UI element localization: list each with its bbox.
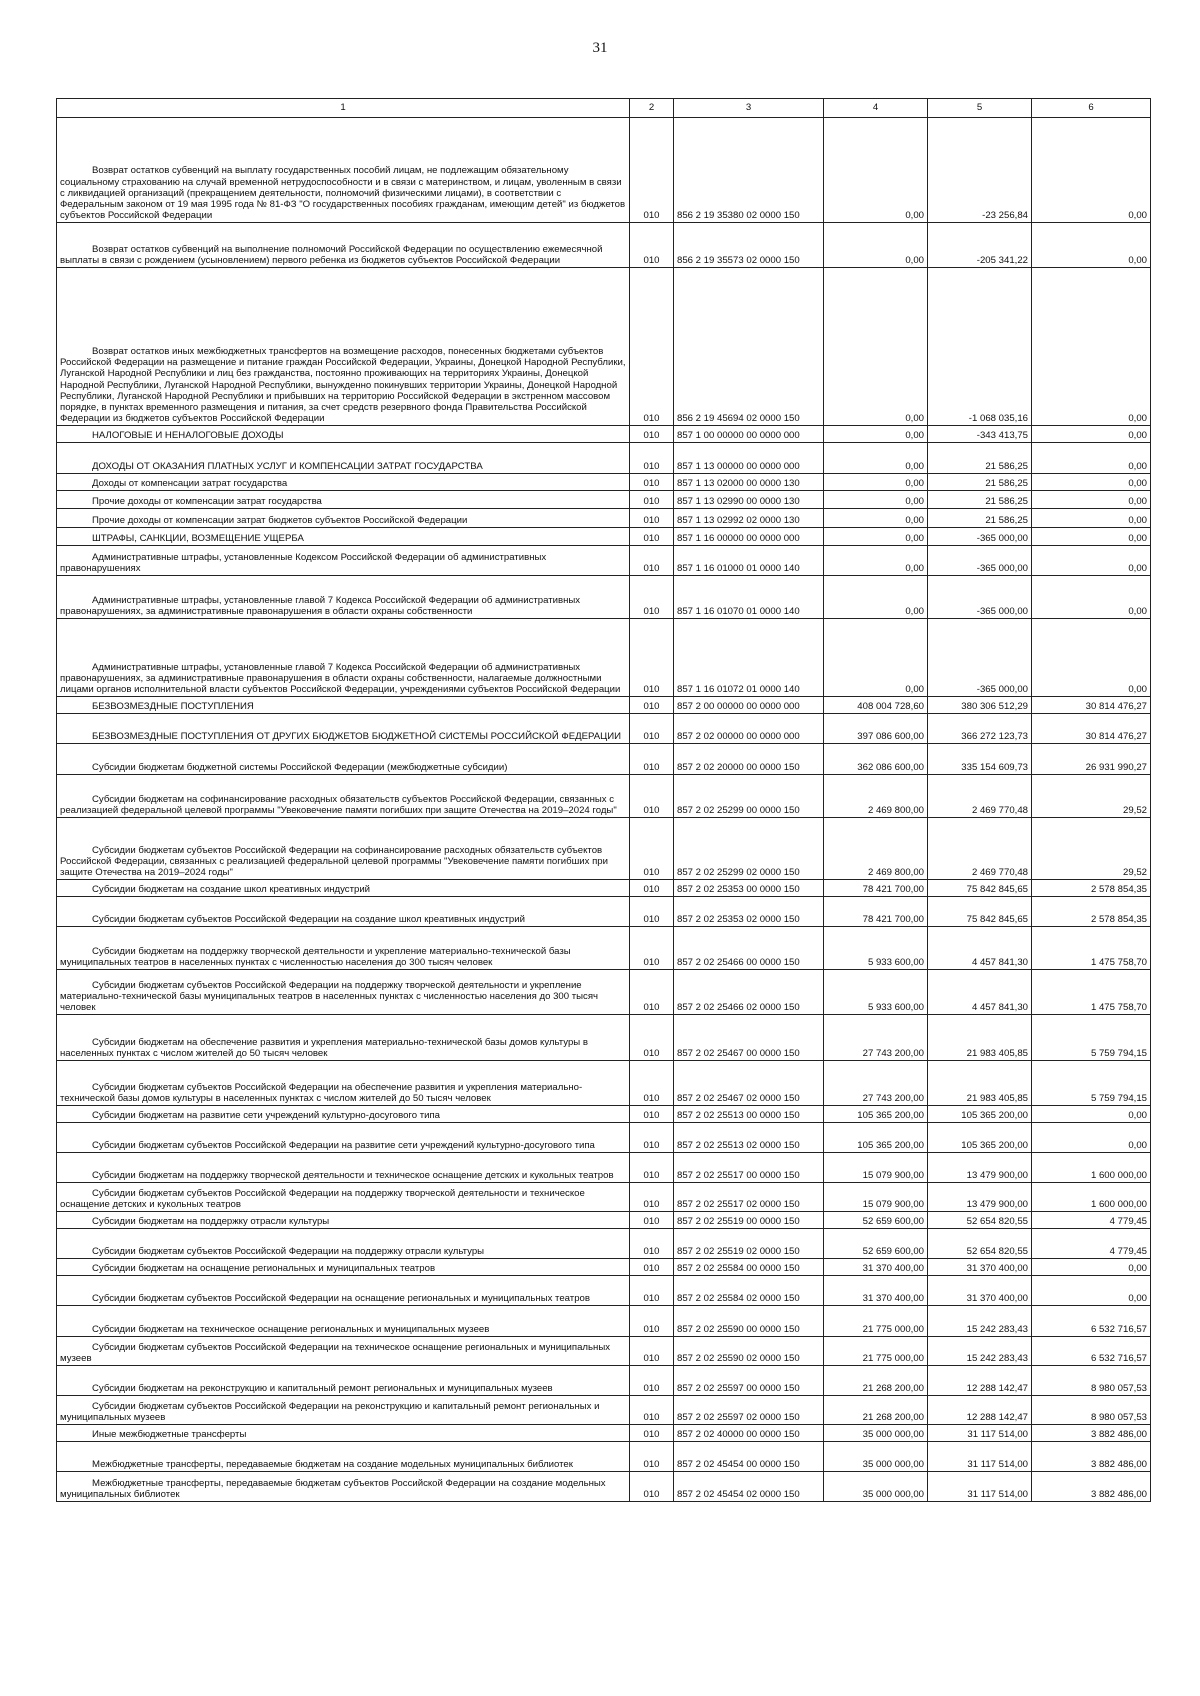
row-col5-cell: 105 365 200,00 bbox=[928, 1123, 1032, 1153]
table-row bbox=[57, 576, 1151, 619]
row-col6-cell: 1 600 000,00 bbox=[1032, 1183, 1151, 1212]
row-col6-cell: 6 532 716,57 bbox=[1032, 1306, 1151, 1337]
row-name-cell: Возврат остатков субвенций на выполнение полномочий Российской Федерации по осуществлению ежемесячной выплаты в связи с рождением (усыновлением) первого ребенка из бюджетов субъектов Российской Федерации bbox=[57, 223, 630, 268]
table-row bbox=[57, 1306, 1151, 1337]
row-code-cell: 010 bbox=[630, 1106, 674, 1123]
row-col6-cell: 30 814 476,27 bbox=[1032, 714, 1151, 744]
row-col6-cell: 3 882 486,00 bbox=[1032, 1425, 1151, 1442]
row-kbk-cell: 857 2 02 20000 00 0000 150 bbox=[674, 744, 824, 775]
row-code-cell: 010 bbox=[630, 1306, 674, 1337]
row-name-cell: Субсидии бюджетам субъектов Российской Федерации на поддержку творческой деятельности и укрепление материально-технической базы муниципальных театров в населенных пунктах с численностью населения до 300 тысяч человек bbox=[57, 970, 630, 1015]
row-col4-cell: 0,00 bbox=[824, 528, 928, 546]
row-code-cell: 010 bbox=[630, 118, 674, 223]
row-name-cell: ШТРАФЫ, САНКЦИИ, ВОЗМЕЩЕНИЕ УЩЕРБА bbox=[57, 528, 630, 546]
row-kbk-cell: 857 2 02 25590 02 0000 150 bbox=[674, 1337, 824, 1366]
table-body bbox=[57, 118, 1151, 1502]
row-kbk-cell: 857 2 02 00000 00 0000 000 bbox=[674, 714, 824, 744]
row-name-cell: Субсидии бюджетам субъектов Российской Федерации на обеспечение развития и укрепления материально-технической базы домов культуры в населенных пунктах с числом жителей до 50 тысяч человек bbox=[57, 1061, 630, 1106]
row-col6-cell: 0,00 bbox=[1032, 443, 1151, 474]
row-name-cell: Субсидии бюджетам субъектов Российской Федерации на поддержку отрасли культуры bbox=[57, 1229, 630, 1259]
row-code-cell: 010 bbox=[630, 970, 674, 1015]
row-code-cell: 010 bbox=[630, 697, 674, 714]
row-kbk-cell: 857 2 02 25353 02 0000 150 bbox=[674, 897, 824, 927]
row-kbk-cell: 857 2 02 25519 02 0000 150 bbox=[674, 1229, 824, 1259]
table-row bbox=[57, 970, 1151, 1015]
row-kbk-cell: 857 1 13 02000 00 0000 130 bbox=[674, 474, 824, 491]
row-col6-cell: 0,00 bbox=[1032, 1106, 1151, 1123]
row-col6-cell: 0,00 bbox=[1032, 619, 1151, 697]
column-header: 2 bbox=[630, 99, 674, 118]
row-code-cell: 010 bbox=[630, 1061, 674, 1106]
row-col6-cell: 2 578 854,35 bbox=[1032, 897, 1151, 927]
table-row bbox=[57, 1366, 1151, 1396]
row-col5-cell: 21 983 405,85 bbox=[928, 1015, 1032, 1061]
table-row bbox=[57, 1276, 1151, 1306]
row-col6-cell: 0,00 bbox=[1032, 576, 1151, 619]
table-row bbox=[57, 744, 1151, 775]
table-row bbox=[57, 1153, 1151, 1183]
row-col6-cell: 5 759 794,15 bbox=[1032, 1061, 1151, 1106]
row-name-cell: Субсидии бюджетам на развитие сети учреждений культурно-досугового типа bbox=[57, 1106, 630, 1123]
row-code-cell: 010 bbox=[630, 1442, 674, 1472]
row-col6-cell: 1 475 758,70 bbox=[1032, 970, 1151, 1015]
row-kbk-cell: 857 2 02 25519 00 0000 150 bbox=[674, 1212, 824, 1229]
row-col5-cell: 13 479 900,00 bbox=[928, 1183, 1032, 1212]
row-col5-cell: -343 413,75 bbox=[928, 426, 1032, 443]
column-header: 1 bbox=[57, 99, 630, 118]
table-row bbox=[57, 528, 1151, 546]
row-code-cell: 010 bbox=[630, 223, 674, 268]
column-header-row bbox=[57, 99, 1151, 118]
row-code-cell: 010 bbox=[630, 1366, 674, 1396]
row-col5-cell: 380 306 512,29 bbox=[928, 697, 1032, 714]
row-kbk-cell: 857 2 02 25590 00 0000 150 bbox=[674, 1306, 824, 1337]
row-name-cell: НАЛОГОВЫЕ И НЕНАЛОГОВЫЕ ДОХОДЫ bbox=[57, 426, 630, 443]
row-kbk-cell: 857 1 16 01070 01 0000 140 bbox=[674, 576, 824, 619]
row-kbk-cell: 857 2 02 25299 00 0000 150 bbox=[674, 775, 824, 818]
row-col4-cell: 35 000 000,00 bbox=[824, 1442, 928, 1472]
row-col4-cell: 5 933 600,00 bbox=[824, 927, 928, 970]
row-kbk-cell: 857 2 02 25584 02 0000 150 bbox=[674, 1276, 824, 1306]
row-code-cell: 010 bbox=[630, 426, 674, 443]
row-col5-cell: 31 117 514,00 bbox=[928, 1425, 1032, 1442]
row-col6-cell: 3 882 486,00 bbox=[1032, 1472, 1151, 1502]
row-name-cell: Прочие доходы от компенсации затрат государства bbox=[57, 491, 630, 509]
table-row bbox=[57, 223, 1151, 268]
row-name-cell: Субсидии бюджетам на реконструкцию и капитальный ремонт региональных и муниципальных музеев bbox=[57, 1366, 630, 1396]
row-col6-cell: 26 931 990,27 bbox=[1032, 744, 1151, 775]
row-kbk-cell: 857 2 02 25517 00 0000 150 bbox=[674, 1153, 824, 1183]
row-col4-cell: 78 421 700,00 bbox=[824, 897, 928, 927]
row-col6-cell: 6 532 716,57 bbox=[1032, 1337, 1151, 1366]
row-col5-cell: 2 469 770,48 bbox=[928, 775, 1032, 818]
table-row bbox=[57, 1015, 1151, 1061]
row-name-cell: Субсидии бюджетам бюджетной системы Российской Федерации (межбюджетные субсидии) bbox=[57, 744, 630, 775]
table-row bbox=[57, 714, 1151, 744]
row-col4-cell: 21 775 000,00 bbox=[824, 1306, 928, 1337]
row-kbk-cell: 857 2 02 25597 00 0000 150 bbox=[674, 1366, 824, 1396]
row-col6-cell: 0,00 bbox=[1032, 426, 1151, 443]
row-col5-cell: 105 365 200,00 bbox=[928, 1106, 1032, 1123]
row-col4-cell: 362 086 600,00 bbox=[824, 744, 928, 775]
row-col4-cell: 21 268 200,00 bbox=[824, 1396, 928, 1425]
row-code-cell: 010 bbox=[630, 1337, 674, 1366]
row-code-cell: 010 bbox=[630, 1229, 674, 1259]
row-col6-cell: 0,00 bbox=[1032, 509, 1151, 528]
row-kbk-cell: 857 2 02 25517 02 0000 150 bbox=[674, 1183, 824, 1212]
row-name-cell: Субсидии бюджетам на поддержку творческой деятельности и техническое оснащение детских и кукольных театров bbox=[57, 1153, 630, 1183]
row-col6-cell: 0,00 bbox=[1032, 1259, 1151, 1276]
table-row bbox=[57, 1425, 1151, 1442]
row-name-cell: Административные штрафы, установленные Кодексом Российской Федерации об административных правонарушениях bbox=[57, 546, 630, 576]
row-col5-cell: 15 242 283,43 bbox=[928, 1306, 1032, 1337]
row-col6-cell: 3 882 486,00 bbox=[1032, 1442, 1151, 1472]
row-name-cell: Субсидии бюджетам на создание школ креативных индустрий bbox=[57, 880, 630, 897]
page-number: 31 bbox=[592, 40, 608, 56]
row-code-cell: 010 bbox=[630, 1212, 674, 1229]
row-kbk-cell: 857 2 02 40000 00 0000 150 bbox=[674, 1425, 824, 1442]
row-col5-cell: 52 654 820,55 bbox=[928, 1229, 1032, 1259]
row-kbk-cell: 857 2 00 00000 00 0000 000 bbox=[674, 697, 824, 714]
row-col4-cell: 0,00 bbox=[824, 576, 928, 619]
row-col6-cell: 8 980 057,53 bbox=[1032, 1396, 1151, 1425]
table-row bbox=[57, 818, 1151, 880]
table-row bbox=[57, 1337, 1151, 1366]
table-row bbox=[57, 474, 1151, 491]
row-name-cell: Субсидии бюджетам субъектов Российской Федерации на реконструкцию и капитальный ремонт региональных и муниципальных музеев bbox=[57, 1396, 630, 1425]
row-col5-cell: 4 457 841,30 bbox=[928, 970, 1032, 1015]
row-col6-cell: 0,00 bbox=[1032, 474, 1151, 491]
row-kbk-cell: 857 2 02 45454 02 0000 150 bbox=[674, 1472, 824, 1502]
column-header: 6 bbox=[1032, 99, 1151, 118]
row-col4-cell: 0,00 bbox=[824, 268, 928, 426]
row-col4-cell: 0,00 bbox=[824, 118, 928, 223]
row-col5-cell: -365 000,00 bbox=[928, 546, 1032, 576]
row-col4-cell: 15 079 900,00 bbox=[824, 1153, 928, 1183]
row-col6-cell: 0,00 bbox=[1032, 1123, 1151, 1153]
row-kbk-cell: 856 2 19 35573 02 0000 150 bbox=[674, 223, 824, 268]
row-col4-cell: 0,00 bbox=[824, 443, 928, 474]
table-row bbox=[57, 268, 1151, 426]
row-kbk-cell: 857 2 02 25584 00 0000 150 bbox=[674, 1259, 824, 1276]
row-code-cell: 010 bbox=[630, 268, 674, 426]
row-col6-cell: 1 600 000,00 bbox=[1032, 1153, 1151, 1183]
row-name-cell: Субсидии бюджетам субъектов Российской Федерации на создание школ креативных индустрий bbox=[57, 897, 630, 927]
column-header: 3 bbox=[674, 99, 824, 118]
row-col4-cell: 105 365 200,00 bbox=[824, 1106, 928, 1123]
row-code-cell: 010 bbox=[630, 818, 674, 880]
row-name-cell: Субсидии бюджетам на софинансирование расходных обязательств субъектов Российской Федерации, связанных с реализацией федеральной целевой программы "Увековечение памяти погибших при защите Отечества на 2019–2024 годы" bbox=[57, 775, 630, 818]
row-code-cell: 010 bbox=[630, 1472, 674, 1502]
row-name-cell: Субсидии бюджетам субъектов Российской Федерации на развитие сети учреждений культурно-досугового типа bbox=[57, 1123, 630, 1153]
row-kbk-cell: 857 2 02 45454 00 0000 150 bbox=[674, 1442, 824, 1472]
row-col4-cell: 21 775 000,00 bbox=[824, 1337, 928, 1366]
table-row bbox=[57, 880, 1151, 897]
row-col5-cell: 52 654 820,55 bbox=[928, 1212, 1032, 1229]
row-name-cell: БЕЗВОЗМЕЗДНЫЕ ПОСТУПЛЕНИЯ ОТ ДРУГИХ БЮДЖЕТОВ БЮДЖЕТНОЙ СИСТЕМЫ РОССИЙСКОЙ ФЕДЕРАЦИИ bbox=[57, 714, 630, 744]
row-col4-cell: 27 743 200,00 bbox=[824, 1061, 928, 1106]
row-name-cell: Возврат остатков иных межбюджетных трансфертов на возмещение расходов, понесенных бюджетами субъектов Российской Федерации на размещение и питание граждан Российской Федерации, Украины, Донецкой Народной Республики, Луганской Народной Республики и лиц без гражданства, постоянно проживающих на территориях Украины, Донецкой Народной Республики, Луганской Народной Республики, вынужденно покинувших территории Украины, Донецкой Народной Республики, Луганской Народной Республики и прибывших на территорию Российской Федерации в экстренном массовом порядке, в пунктах временного размещения и питания, за счет средств резервного фонда Правительства Российской Федерации из бюджетов субъектов Российской Федерации bbox=[57, 268, 630, 426]
row-col4-cell: 78 421 700,00 bbox=[824, 880, 928, 897]
table-row bbox=[57, 927, 1151, 970]
row-name-cell: Субсидии бюджетам субъектов Российской Федерации на поддержку творческой деятельности и техническое оснащение детских и кукольных театров bbox=[57, 1183, 630, 1212]
row-col5-cell: 366 272 123,73 bbox=[928, 714, 1032, 744]
row-name-cell: Субсидии бюджетам на обеспечение развития и укрепления материально-технической базы домов культуры в населенных пунктах с числом жителей до 50 тысяч человек bbox=[57, 1015, 630, 1061]
row-col5-cell: 31 370 400,00 bbox=[928, 1276, 1032, 1306]
row-code-cell: 010 bbox=[630, 491, 674, 509]
row-kbk-cell: 857 1 16 01072 01 0000 140 bbox=[674, 619, 824, 697]
row-col6-cell: 29,52 bbox=[1032, 818, 1151, 880]
table-row bbox=[57, 1259, 1151, 1276]
row-kbk-cell: 857 2 02 25467 00 0000 150 bbox=[674, 1015, 824, 1061]
row-col6-cell: 0,00 bbox=[1032, 491, 1151, 509]
row-col6-cell: 0,00 bbox=[1032, 268, 1151, 426]
row-col4-cell: 35 000 000,00 bbox=[824, 1425, 928, 1442]
row-code-cell: 010 bbox=[630, 1015, 674, 1061]
row-code-cell: 010 bbox=[630, 1183, 674, 1212]
row-col5-cell: 31 117 514,00 bbox=[928, 1472, 1032, 1502]
row-col5-cell: 21 586,25 bbox=[928, 443, 1032, 474]
row-col6-cell: 0,00 bbox=[1032, 546, 1151, 576]
row-name-cell: Возврат остатков субвенций на выплату государственных пособий лицам, не подлежащим обязательному социальному страхованию на случай временной нетрудоспособности и в связи с материнством, и лицам, уволенным в связи с ликвидацией организаций (прекращением деятельности, полномочий физическими лицами), в соответствии с Федеральным законом от 19 мая 1995 года № 81-ФЗ "О государственных пособиях гражданам, имеющим детей" из бюджетов субъектов Российской Федерации bbox=[57, 118, 630, 223]
row-kbk-cell: 857 2 02 25513 00 0000 150 bbox=[674, 1106, 824, 1123]
table-row bbox=[57, 1123, 1151, 1153]
row-code-cell: 010 bbox=[630, 897, 674, 927]
row-kbk-cell: 857 2 02 25467 02 0000 150 bbox=[674, 1061, 824, 1106]
row-col4-cell: 105 365 200,00 bbox=[824, 1123, 928, 1153]
row-col5-cell: 75 842 845,65 bbox=[928, 897, 1032, 927]
row-code-cell: 010 bbox=[630, 744, 674, 775]
row-kbk-cell: 857 2 02 25597 02 0000 150 bbox=[674, 1396, 824, 1425]
row-col6-cell: 0,00 bbox=[1032, 1276, 1151, 1306]
row-col6-cell: 30 814 476,27 bbox=[1032, 697, 1151, 714]
row-name-cell: Субсидии бюджетам субъектов Российской Федерации на софинансирование расходных обязательств субъектов Российской Федерации, связанных с реализацией федеральной целевой программы "Увековечение памяти погибших при защите Отечества на 2019–2024 годы" bbox=[57, 818, 630, 880]
row-code-cell: 010 bbox=[630, 1276, 674, 1306]
row-code-cell: 010 bbox=[630, 1396, 674, 1425]
row-col4-cell: 408 004 728,60 bbox=[824, 697, 928, 714]
table-row bbox=[57, 697, 1151, 714]
table-row bbox=[57, 509, 1151, 528]
row-col5-cell: -23 256,84 bbox=[928, 118, 1032, 223]
table-row bbox=[57, 426, 1151, 443]
row-kbk-cell: 856 2 19 35380 02 0000 150 bbox=[674, 118, 824, 223]
row-col4-cell: 0,00 bbox=[824, 426, 928, 443]
row-col5-cell: 12 288 142,47 bbox=[928, 1366, 1032, 1396]
row-col5-cell: 21 983 405,85 bbox=[928, 1061, 1032, 1106]
row-kbk-cell: 857 1 16 00000 00 0000 000 bbox=[674, 528, 824, 546]
row-col5-cell: 21 586,25 bbox=[928, 509, 1032, 528]
row-code-cell: 010 bbox=[630, 576, 674, 619]
table-row bbox=[57, 1183, 1151, 1212]
row-code-cell: 010 bbox=[630, 880, 674, 897]
table-row bbox=[57, 1061, 1151, 1106]
row-code-cell: 010 bbox=[630, 775, 674, 818]
row-code-cell: 010 bbox=[630, 1425, 674, 1442]
column-header: 5 bbox=[928, 99, 1032, 118]
row-name-cell: Субсидии бюджетам субъектов Российской Федерации на оснащение региональных и муниципальных театров bbox=[57, 1276, 630, 1306]
row-col5-cell: 31 370 400,00 bbox=[928, 1259, 1032, 1276]
row-code-cell: 010 bbox=[630, 927, 674, 970]
row-kbk-cell: 857 1 13 02992 02 0000 130 bbox=[674, 509, 824, 528]
row-col4-cell: 31 370 400,00 bbox=[824, 1276, 928, 1306]
row-col5-cell: 31 117 514,00 bbox=[928, 1442, 1032, 1472]
row-col5-cell: 15 242 283,43 bbox=[928, 1337, 1032, 1366]
row-col4-cell: 2 469 800,00 bbox=[824, 775, 928, 818]
row-code-cell: 010 bbox=[630, 714, 674, 744]
row-col4-cell: 52 659 600,00 bbox=[824, 1229, 928, 1259]
row-name-cell: Субсидии бюджетам на поддержку отрасли культуры bbox=[57, 1212, 630, 1229]
table-row bbox=[57, 546, 1151, 576]
row-col5-cell: -205 341,22 bbox=[928, 223, 1032, 268]
row-name-cell: Субсидии бюджетам субъектов Российской Федерации на техническое оснащение региональных и муниципальных музеев bbox=[57, 1337, 630, 1366]
row-kbk-cell: 857 2 02 25466 00 0000 150 bbox=[674, 927, 824, 970]
row-name-cell: Административные штрафы, установленные главой 7 Кодекса Российской Федерации об административных правонарушениях, за административные правонарушения в области охраны собственности bbox=[57, 576, 630, 619]
row-name-cell: Административные штрафы, установленные главой 7 Кодекса Российской Федерации об административных правонарушениях, за административные правонарушения в области охраны собственности, налагаемые должностными лицами органов исполнительной власти субъектов Российской Федерации, учреждениями субъектов Российской Федерации bbox=[57, 619, 630, 697]
row-col5-cell: 21 586,25 bbox=[928, 474, 1032, 491]
row-col4-cell: 0,00 bbox=[824, 509, 928, 528]
row-col5-cell: 75 842 845,65 bbox=[928, 880, 1032, 897]
row-col6-cell: 8 980 057,53 bbox=[1032, 1366, 1151, 1396]
row-kbk-cell: 857 2 02 25353 00 0000 150 bbox=[674, 880, 824, 897]
row-name-cell: Субсидии бюджетам на техническое оснащение региональных и муниципальных музеев bbox=[57, 1306, 630, 1337]
column-header: 4 bbox=[824, 99, 928, 118]
row-col4-cell: 35 000 000,00 bbox=[824, 1472, 928, 1502]
row-kbk-cell: 857 1 13 00000 00 0000 000 bbox=[674, 443, 824, 474]
row-kbk-cell: 856 2 19 45694 02 0000 150 bbox=[674, 268, 824, 426]
row-col6-cell: 1 475 758,70 bbox=[1032, 927, 1151, 970]
row-kbk-cell: 857 2 02 25299 02 0000 150 bbox=[674, 818, 824, 880]
row-name-cell: Доходы от компенсации затрат государства bbox=[57, 474, 630, 491]
row-kbk-cell: 857 1 13 02990 00 0000 130 bbox=[674, 491, 824, 509]
row-col6-cell: 0,00 bbox=[1032, 118, 1151, 223]
row-name-cell: Межбюджетные трансферты, передаваемые бюджетам субъектов Российской Федерации на создание модельных муниципальных библиотек bbox=[57, 1472, 630, 1502]
row-name-cell: Межбюджетные трансферты, передаваемые бюджетам на создание модельных муниципальных библиотек bbox=[57, 1442, 630, 1472]
table-row bbox=[57, 1396, 1151, 1425]
row-name-cell: ДОХОДЫ ОТ ОКАЗАНИЯ ПЛАТНЫХ УСЛУГ И КОМПЕНСАЦИИ ЗАТРАТ ГОСУДАРСТВА bbox=[57, 443, 630, 474]
row-col4-cell: 0,00 bbox=[824, 474, 928, 491]
row-col5-cell: 4 457 841,30 bbox=[928, 927, 1032, 970]
row-col4-cell: 31 370 400,00 bbox=[824, 1259, 928, 1276]
row-col5-cell: -365 000,00 bbox=[928, 619, 1032, 697]
row-col6-cell: 0,00 bbox=[1032, 528, 1151, 546]
table-row bbox=[57, 1212, 1151, 1229]
row-col5-cell: -365 000,00 bbox=[928, 576, 1032, 619]
row-col5-cell: 335 154 609,73 bbox=[928, 744, 1032, 775]
table-row bbox=[57, 897, 1151, 927]
row-col4-cell: 2 469 800,00 bbox=[824, 818, 928, 880]
row-kbk-cell: 857 1 00 00000 00 0000 000 bbox=[674, 426, 824, 443]
row-kbk-cell: 857 2 02 25513 02 0000 150 bbox=[674, 1123, 824, 1153]
row-code-cell: 010 bbox=[630, 546, 674, 576]
table-row bbox=[57, 775, 1151, 818]
row-name-cell: БЕЗВОЗМЕЗДНЫЕ ПОСТУПЛЕНИЯ bbox=[57, 697, 630, 714]
row-name-cell: Иные межбюджетные трансферты bbox=[57, 1425, 630, 1442]
row-col4-cell: 15 079 900,00 bbox=[824, 1183, 928, 1212]
row-col5-cell: 12 288 142,47 bbox=[928, 1396, 1032, 1425]
row-col4-cell: 52 659 600,00 bbox=[824, 1212, 928, 1229]
table-row bbox=[57, 118, 1151, 223]
row-col4-cell: 0,00 bbox=[824, 546, 928, 576]
row-col6-cell: 5 759 794,15 bbox=[1032, 1015, 1151, 1061]
row-kbk-cell: 857 2 02 25466 02 0000 150 bbox=[674, 970, 824, 1015]
table-row bbox=[57, 619, 1151, 697]
row-col4-cell: 21 268 200,00 bbox=[824, 1366, 928, 1396]
row-col5-cell: -365 000,00 bbox=[928, 528, 1032, 546]
table-row bbox=[57, 1442, 1151, 1472]
table-row bbox=[57, 1229, 1151, 1259]
row-name-cell: Прочие доходы от компенсации затрат бюджетов субъектов Российской Федерации bbox=[57, 509, 630, 528]
row-col6-cell: 29,52 bbox=[1032, 775, 1151, 818]
row-col4-cell: 0,00 bbox=[824, 491, 928, 509]
row-col6-cell: 0,00 bbox=[1032, 223, 1151, 268]
row-col6-cell: 2 578 854,35 bbox=[1032, 880, 1151, 897]
row-col4-cell: 0,00 bbox=[824, 619, 928, 697]
row-col5-cell: -1 068 035,16 bbox=[928, 268, 1032, 426]
row-col6-cell: 4 779,45 bbox=[1032, 1212, 1151, 1229]
row-col4-cell: 27 743 200,00 bbox=[824, 1015, 928, 1061]
row-col6-cell: 4 779,45 bbox=[1032, 1229, 1151, 1259]
row-col5-cell: 21 586,25 bbox=[928, 491, 1032, 509]
row-code-cell: 010 bbox=[630, 619, 674, 697]
row-name-cell: Субсидии бюджетам на оснащение региональных и муниципальных театров bbox=[57, 1259, 630, 1276]
table-row bbox=[57, 443, 1151, 474]
row-code-cell: 010 bbox=[630, 1259, 674, 1276]
row-code-cell: 010 bbox=[630, 528, 674, 546]
row-code-cell: 010 bbox=[630, 443, 674, 474]
table-row bbox=[57, 491, 1151, 509]
table-row bbox=[57, 1472, 1151, 1502]
row-col4-cell: 0,00 bbox=[824, 223, 928, 268]
row-col4-cell: 5 933 600,00 bbox=[824, 970, 928, 1015]
row-name-cell: Субсидии бюджетам на поддержку творческой деятельности и укрепление материально-технической базы муниципальных театров в населенных пунктах с численностью населения до 300 тысяч человек bbox=[57, 927, 630, 970]
row-code-cell: 010 bbox=[630, 1153, 674, 1183]
row-code-cell: 010 bbox=[630, 509, 674, 528]
revenue-table bbox=[56, 98, 1151, 1502]
row-col4-cell: 397 086 600,00 bbox=[824, 714, 928, 744]
row-col5-cell: 13 479 900,00 bbox=[928, 1153, 1032, 1183]
row-code-cell: 010 bbox=[630, 474, 674, 491]
row-kbk-cell: 857 1 16 01000 01 0000 140 bbox=[674, 546, 824, 576]
row-code-cell: 010 bbox=[630, 1123, 674, 1153]
table-row bbox=[57, 1106, 1151, 1123]
row-col5-cell: 2 469 770,48 bbox=[928, 818, 1032, 880]
